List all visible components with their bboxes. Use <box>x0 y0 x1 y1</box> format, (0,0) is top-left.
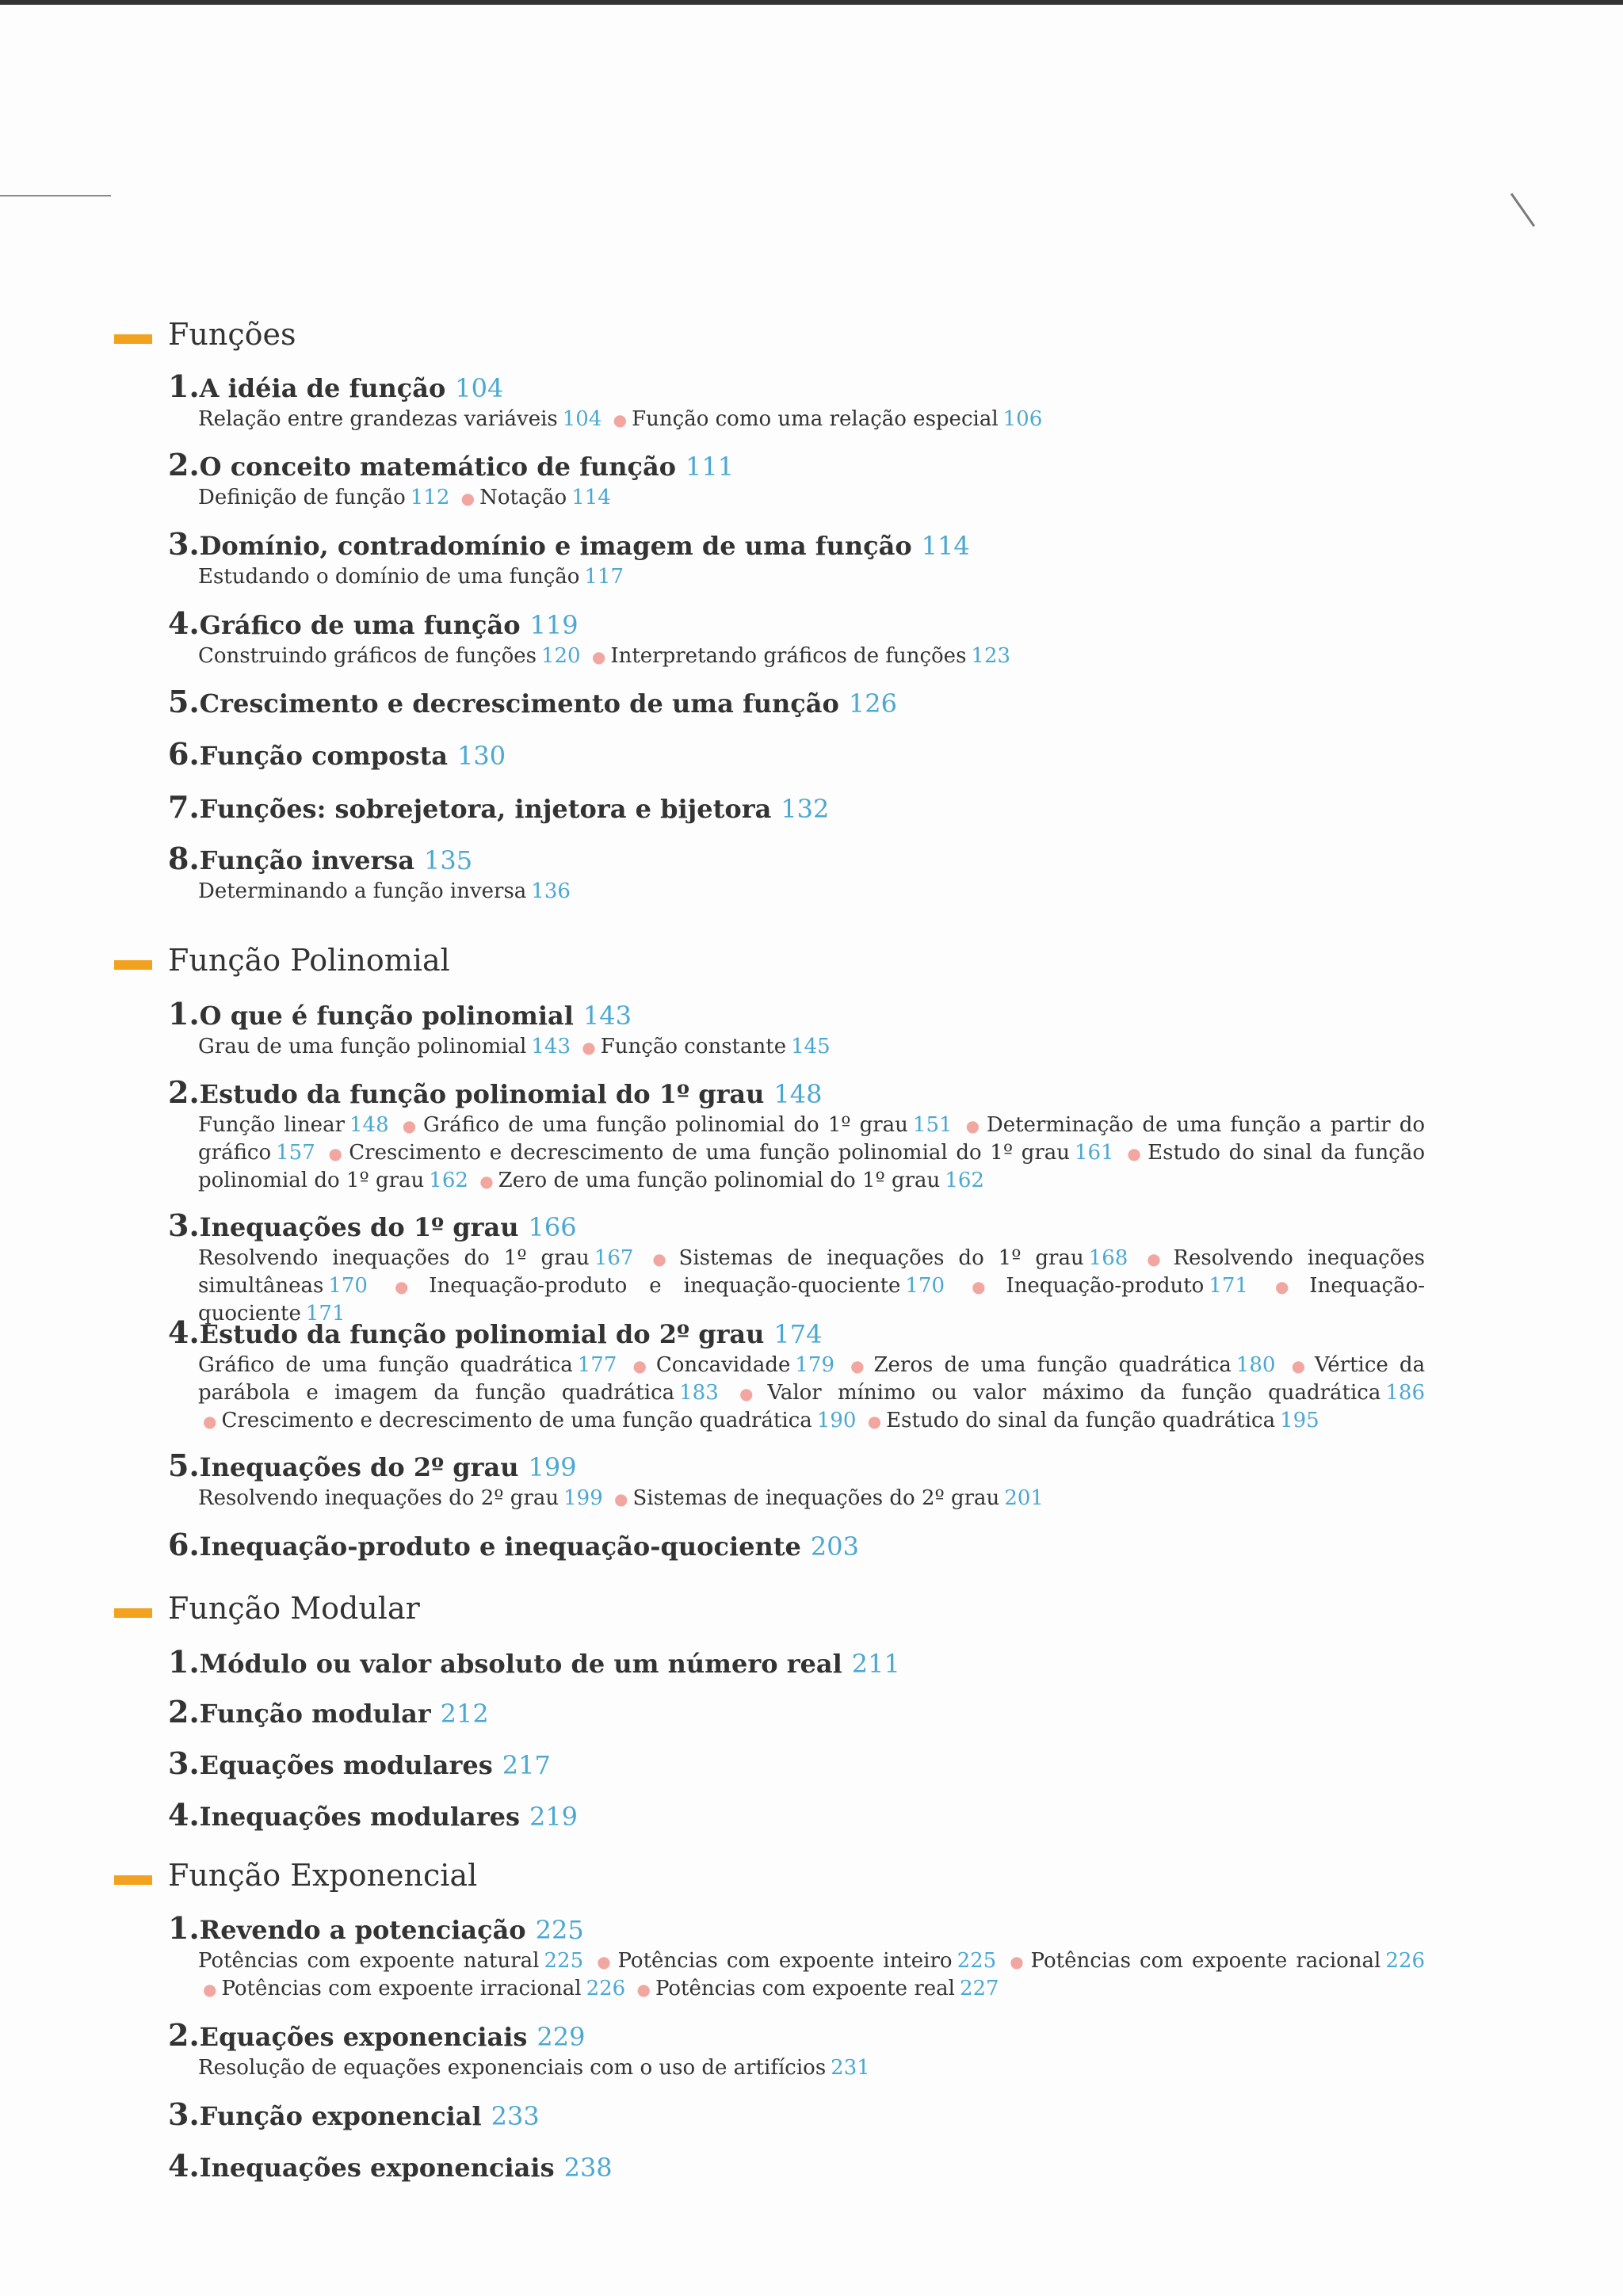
subtopic-page-number: 104 <box>562 407 602 431</box>
subtopic-title[interactable]: Potências com expoente irracional <box>221 1977 582 2000</box>
subtopic-title[interactable]: Gráfico de uma função quadrática <box>198 1353 573 1377</box>
subtopic-page-number: 157 <box>276 1141 315 1165</box>
subtopic-title[interactable]: Resolução de equações exponenciais com o uso de artifícios <box>198 2056 827 2080</box>
toc-chapter[interactable] <box>168 840 1420 905</box>
chapter-page-number: 130 <box>457 741 506 771</box>
chapter-title: Inequações modulares <box>199 1802 520 1832</box>
subtopic-list <box>198 878 1425 905</box>
subtopic-list <box>198 2054 1425 2081</box>
chapter-number: 2. <box>168 1694 200 1730</box>
subtopic-list <box>198 1947 1425 2003</box>
section-marker-bar <box>114 960 152 970</box>
chapter-page-number: 143 <box>582 1001 632 1031</box>
bullet-separator-icon: ● <box>739 1384 763 1403</box>
subtopic-list <box>198 563 1425 590</box>
bullet-separator-icon: ● <box>632 1356 651 1375</box>
toc-chapter[interactable] <box>168 1745 1420 1783</box>
chapter-page-number: 132 <box>781 794 830 824</box>
subtopic-title[interactable]: Gráfico de uma função polinomial do 1º grau <box>422 1113 908 1137</box>
chapter-page-number: 225 <box>535 1915 584 1945</box>
toc-chapter[interactable] <box>168 1909 1426 2003</box>
chapter-heading[interactable] <box>168 1074 1420 1112</box>
chapter-heading[interactable] <box>168 525 1420 563</box>
chapter-number: 3. <box>168 526 200 562</box>
subtopic-title[interactable]: Valor mínimo ou valor máximo da função quadrática <box>767 1381 1381 1405</box>
chapter-heading[interactable] <box>168 1314 1420 1352</box>
chapter-heading[interactable] <box>168 605 1420 643</box>
chapter-heading[interactable] <box>168 368 1420 406</box>
subtopic-title[interactable]: Inequação-produto <box>1006 1274 1205 1298</box>
subtopic-page-number: 171 <box>305 1302 346 1325</box>
subtopic-page-number: 201 <box>1004 1486 1044 1510</box>
bullet-separator-icon: ● <box>965 1116 982 1135</box>
subtopic-page-number: 162 <box>429 1169 468 1192</box>
chapter-page-number: 219 <box>529 1802 579 1832</box>
chapter-heading[interactable] <box>168 1526 1420 1564</box>
scan-corner-mark <box>1510 193 1535 227</box>
subtopic-page-number: 162 <box>945 1169 984 1192</box>
subtopic-page-number: 195 <box>1280 1409 1319 1432</box>
subtopic-page-number: 114 <box>571 486 611 509</box>
subtopic-page-number: 167 <box>594 1246 634 1270</box>
subtopic-title[interactable]: Função como uma relação especial <box>632 407 999 431</box>
chapter-title: Inequação-produto e inequação-quociente <box>199 1531 801 1562</box>
subtopic-title[interactable]: Sistemas de inequações do 1º grau <box>678 1246 1084 1270</box>
bullet-separator-icon: ● <box>614 1489 628 1508</box>
chapter-heading[interactable] <box>168 2096 1420 2134</box>
subtopic-title[interactable]: Potências com expoente natural <box>198 1949 540 1973</box>
chapter-title: Equações exponenciais <box>199 2022 528 2052</box>
chapter-title: Equações modulares <box>199 1750 493 1780</box>
bullet-separator-icon: ● <box>1127 1144 1144 1163</box>
chapter-page-number: 233 <box>491 2101 540 2131</box>
subtopic-page-number: 123 <box>971 644 1011 668</box>
subtopic-list <box>198 643 1425 670</box>
toc-chapter[interactable] <box>168 683 1420 721</box>
chapter-title: Inequações exponenciais <box>199 2153 555 2183</box>
subtopic-page-number: 190 <box>816 1409 857 1432</box>
chapter-page-number: 238 <box>563 2153 613 2183</box>
chapter-title: Inequações do 2º grau <box>199 1452 519 1482</box>
subtopic-page-number: 225 <box>544 1949 584 1973</box>
toc-chapter[interactable] <box>168 525 1420 590</box>
subtopic-title[interactable]: Estudando o domínio de uma função <box>198 565 580 589</box>
toc-chapter[interactable] <box>168 995 1420 1061</box>
chapter-number: 8. <box>168 841 200 876</box>
chapter-heading[interactable] <box>168 995 1420 1033</box>
chapter-heading[interactable] <box>168 735 1420 773</box>
bullet-separator-icon: ● <box>591 647 606 666</box>
chapter-page-number: 104 <box>455 373 504 403</box>
scan-left-mark <box>0 195 111 196</box>
chapter-number: 2. <box>168 2017 200 2053</box>
chapter-number: 5. <box>168 1447 200 1483</box>
subtopic-title[interactable]: Estudo do sinal da função quadrática <box>886 1409 1276 1432</box>
subtopic-list <box>198 1033 1425 1061</box>
subtopic-title[interactable]: Função constante <box>600 1035 787 1058</box>
section-marker-bar <box>114 1608 152 1618</box>
chapter-page-number: 126 <box>848 688 897 719</box>
chapter-title: Estudo da função polinomial do 1º grau <box>199 1079 765 1109</box>
chapter-title: Domínio, contradomínio e imagem de uma função <box>199 531 912 561</box>
chapter-number: 4. <box>168 1314 200 1350</box>
bullet-separator-icon: ● <box>395 1277 425 1296</box>
bullet-separator-icon: ● <box>203 1412 217 1431</box>
chapter-title: Inequações do 1º grau <box>199 1212 519 1242</box>
section-marker-bar <box>114 1875 152 1885</box>
chapter-page-number: 203 <box>810 1531 859 1562</box>
chapter-number: 6. <box>168 736 200 772</box>
subtopic-title[interactable]: Inequação-quociente <box>198 1274 1426 1325</box>
subtopic-title[interactable]: Inequação-produto e inequação-quociente <box>429 1274 901 1298</box>
chapter-page-number: 199 <box>528 1452 577 1482</box>
subtopic-title[interactable]: Resolvendo inequações simultâneas <box>198 1246 1426 1298</box>
chapter-number: 2. <box>168 447 200 482</box>
subtopic-page-number: 226 <box>586 1977 626 2000</box>
subtopic-page-number: 171 <box>1209 1274 1248 1298</box>
subtopic-title[interactable]: Crescimento e decrescimento de uma função polinomial do 1º grau <box>349 1141 1071 1165</box>
subtopic-page-number: 226 <box>1385 1949 1426 1973</box>
toc-chapter[interactable] <box>168 1207 1426 1327</box>
chapter-title: Crescimento e decrescimento de uma função <box>199 688 839 719</box>
bullet-separator-icon: ● <box>460 489 475 508</box>
subtopic-title[interactable]: Sistemas de inequações do 2º grau <box>632 1486 1000 1510</box>
bullet-separator-icon: ● <box>1147 1249 1169 1268</box>
subtopic-title[interactable]: Construindo gráficos de funções <box>198 644 537 668</box>
bullet-separator-icon: ● <box>636 1980 651 1999</box>
toc-chapter[interactable] <box>168 1447 1420 1512</box>
subtopic-page-number: 225 <box>957 1949 997 1973</box>
subtopic-title[interactable]: Resolvendo inequações do 1º grau <box>198 1246 590 1270</box>
bullet-separator-icon: ● <box>867 1412 882 1431</box>
subtopic-page-number: 136 <box>531 879 571 903</box>
bullet-separator-icon: ● <box>1291 1356 1310 1375</box>
bullet-separator-icon: ● <box>850 1356 869 1375</box>
toc-chapter[interactable] <box>168 1314 1426 1435</box>
subtopic-page-number: 145 <box>791 1035 831 1058</box>
bullet-separator-icon: ● <box>972 1277 1002 1296</box>
chapter-page-number: 119 <box>529 610 579 640</box>
section-title: Função Exponencial <box>168 1858 478 1893</box>
chapter-heading[interactable] <box>168 1693 1420 1731</box>
bullet-separator-icon: ● <box>479 1172 494 1191</box>
subtopic-page-number: 177 <box>577 1353 617 1377</box>
subtopic-page-number: 227 <box>959 1977 999 2000</box>
section-title: Funções <box>168 317 296 352</box>
subtopic-list <box>198 406 1425 433</box>
chapter-number: 7. <box>168 789 200 825</box>
toc-chapter[interactable] <box>168 2096 1420 2134</box>
bullet-separator-icon: ● <box>652 1249 674 1268</box>
toc-chapter[interactable] <box>168 1074 1426 1195</box>
chapter-page-number: 166 <box>528 1212 577 1242</box>
chapter-title: O conceito matemático de função <box>199 452 677 482</box>
bullet-separator-icon: ● <box>1275 1277 1305 1296</box>
chapter-page-number: 212 <box>440 1699 489 1729</box>
chapter-heading[interactable] <box>168 1796 1420 1834</box>
chapter-number: 1. <box>168 368 200 404</box>
bullet-separator-icon: ● <box>402 1116 418 1135</box>
toc-chapter[interactable] <box>168 368 1420 433</box>
subtopic-page-number: 170 <box>905 1274 945 1298</box>
chapter-heading[interactable] <box>168 683 1420 721</box>
chapter-page-number: 217 <box>502 1750 551 1780</box>
subtopic-page-number: 151 <box>912 1113 953 1137</box>
subtopic-title[interactable]: Notação <box>479 486 567 509</box>
section-title: Função Polinomial <box>168 943 450 978</box>
toc-chapter[interactable] <box>168 1526 1420 1564</box>
subtopic-page-number: 120 <box>540 644 581 668</box>
chapter-heading[interactable] <box>168 1745 1420 1783</box>
chapter-page-number: 229 <box>537 2022 586 2052</box>
chapter-title: Módulo ou valor absoluto de um número real <box>199 1649 842 1679</box>
toc-chapter[interactable] <box>168 605 1420 670</box>
toc-chapter[interactable] <box>168 1796 1420 1834</box>
subtopic-page-number: 106 <box>1002 407 1043 431</box>
subtopic-title[interactable]: Interpretando gráficos de funções <box>610 644 967 668</box>
chapter-title: Gráfico de uma função <box>199 610 521 640</box>
chapter-heading[interactable] <box>168 1909 1420 1947</box>
chapter-title: O que é função polinomial <box>199 1001 574 1031</box>
subtopic-title[interactable]: Função linear <box>198 1113 346 1137</box>
subtopic-title[interactable]: Vértice da parábola e imagem da função quadrática <box>198 1353 1426 1405</box>
chapter-heading[interactable] <box>168 2147 1420 2185</box>
subtopic-page-number: 231 <box>831 2056 870 2080</box>
chapter-heading[interactable] <box>168 1643 1420 1681</box>
chapter-page-number: 211 <box>851 1649 900 1679</box>
chapter-title: Funções: sobrejetora, injetora e bijetora <box>199 794 772 824</box>
chapter-page-number: 135 <box>424 845 473 875</box>
subtopic-page-number: 168 <box>1088 1246 1128 1270</box>
subtopic-title[interactable]: Relação entre grandezas variáveis <box>198 407 558 431</box>
chapter-heading[interactable] <box>168 446 1420 484</box>
scan-top-edge <box>0 0 1623 5</box>
subtopic-page-number: 148 <box>349 1113 389 1137</box>
subtopic-title[interactable]: Zeros de uma função quadrática <box>873 1353 1232 1377</box>
subtopic-page-number: 183 <box>679 1381 719 1405</box>
bullet-separator-icon: ● <box>1010 1952 1026 1971</box>
chapter-page-number: 174 <box>773 1319 823 1349</box>
chapter-number: 6. <box>168 1527 200 1562</box>
chapter-number: 2. <box>168 1074 200 1110</box>
subtopic-list <box>198 484 1425 512</box>
subtopic-page-number: 199 <box>563 1486 603 1510</box>
subtopic-title[interactable]: Potências com expoente inteiro <box>617 1949 953 1973</box>
chapter-title: Função composta <box>199 741 448 771</box>
chapter-number: 1. <box>168 1910 200 1946</box>
chapter-number: 4. <box>168 1797 200 1833</box>
section-title: Função Modular <box>168 1591 420 1626</box>
subtopic-page-number: 170 <box>328 1274 368 1298</box>
chapter-heading[interactable] <box>168 840 1420 878</box>
subtopic-page-number: 180 <box>1235 1353 1276 1377</box>
toc-chapter[interactable] <box>168 446 1420 512</box>
subtopic-title[interactable]: Determinação de uma função a partir do gráfico <box>198 1113 1426 1165</box>
chapter-number: 1. <box>168 1644 200 1680</box>
subtopic-list <box>198 1352 1425 1435</box>
bullet-separator-icon: ● <box>203 1980 217 1999</box>
subtopic-title[interactable]: Zero de uma função polinomial do 1º grau <box>498 1169 941 1192</box>
chapter-number: 1. <box>168 996 200 1032</box>
subtopic-title[interactable]: Potências com expoente racional <box>1030 1949 1381 1973</box>
chapter-page-number: 148 <box>773 1079 823 1109</box>
chapter-heading[interactable] <box>168 788 1420 826</box>
bullet-separator-icon: ● <box>328 1144 345 1163</box>
chapter-heading[interactable] <box>168 1447 1420 1485</box>
chapter-number: 5. <box>168 684 200 719</box>
toc-chapter[interactable] <box>168 2147 1420 2185</box>
bullet-separator-icon: ● <box>597 1952 613 1971</box>
section-marker-bar <box>114 334 152 344</box>
chapter-number: 4. <box>168 605 200 641</box>
subtopic-title[interactable]: Potências com expoente real <box>655 1977 955 2000</box>
subtopic-page-number: 117 <box>584 565 624 589</box>
toc-chapter[interactable] <box>168 1693 1420 1731</box>
subtopic-title[interactable]: Resolvendo inequações do 2º grau <box>198 1486 559 1510</box>
subtopic-page-number: 112 <box>410 486 450 509</box>
chapter-page-number: 114 <box>921 531 970 561</box>
chapter-title: Função inversa <box>199 845 415 875</box>
subtopic-page-number: 161 <box>1075 1141 1114 1165</box>
chapter-number: 3. <box>168 1745 200 1781</box>
chapter-title: Revendo a potenciação <box>199 1915 526 1945</box>
subtopic-title[interactable]: Definição de função <box>198 486 406 509</box>
subtopic-title[interactable]: Crescimento e decrescimento de uma função quadrática <box>221 1409 812 1432</box>
subtopic-list <box>198 1485 1425 1512</box>
subtopic-list <box>198 1112 1425 1195</box>
bullet-separator-icon: ● <box>613 410 628 429</box>
chapter-page-number: 111 <box>685 452 735 482</box>
chapter-heading[interactable] <box>168 1207 1420 1245</box>
toc-chapter[interactable] <box>168 735 1420 773</box>
chapter-title: Estudo da função polinomial do 2º grau <box>199 1319 765 1349</box>
chapter-title: Função modular <box>199 1699 431 1729</box>
toc-chapter[interactable] <box>168 2016 1420 2081</box>
subtopic-page-number: 143 <box>531 1035 571 1058</box>
chapter-number: 3. <box>168 1207 200 1243</box>
subtopic-title[interactable]: Concavidade <box>655 1353 791 1377</box>
toc-chapter[interactable] <box>168 1643 1420 1681</box>
bullet-separator-icon: ● <box>582 1038 596 1057</box>
chapter-number: 3. <box>168 2096 200 2132</box>
chapter-number: 4. <box>168 2148 200 2183</box>
chapter-title: A idéia de função <box>199 373 446 403</box>
subtopic-page-number: 179 <box>795 1353 835 1377</box>
subtopic-title[interactable]: Determinando a função inversa <box>198 879 527 903</box>
subtopic-title[interactable]: Estudo do sinal da função polinomial do 1º grau <box>198 1141 1426 1192</box>
subtopic-title[interactable]: Grau de uma função polinomial <box>198 1035 527 1058</box>
chapter-heading[interactable] <box>168 2016 1420 2054</box>
toc-chapter[interactable] <box>168 788 1420 826</box>
subtopic-page-number: 186 <box>1385 1381 1425 1405</box>
chapter-title: Função exponencial <box>199 2101 482 2131</box>
